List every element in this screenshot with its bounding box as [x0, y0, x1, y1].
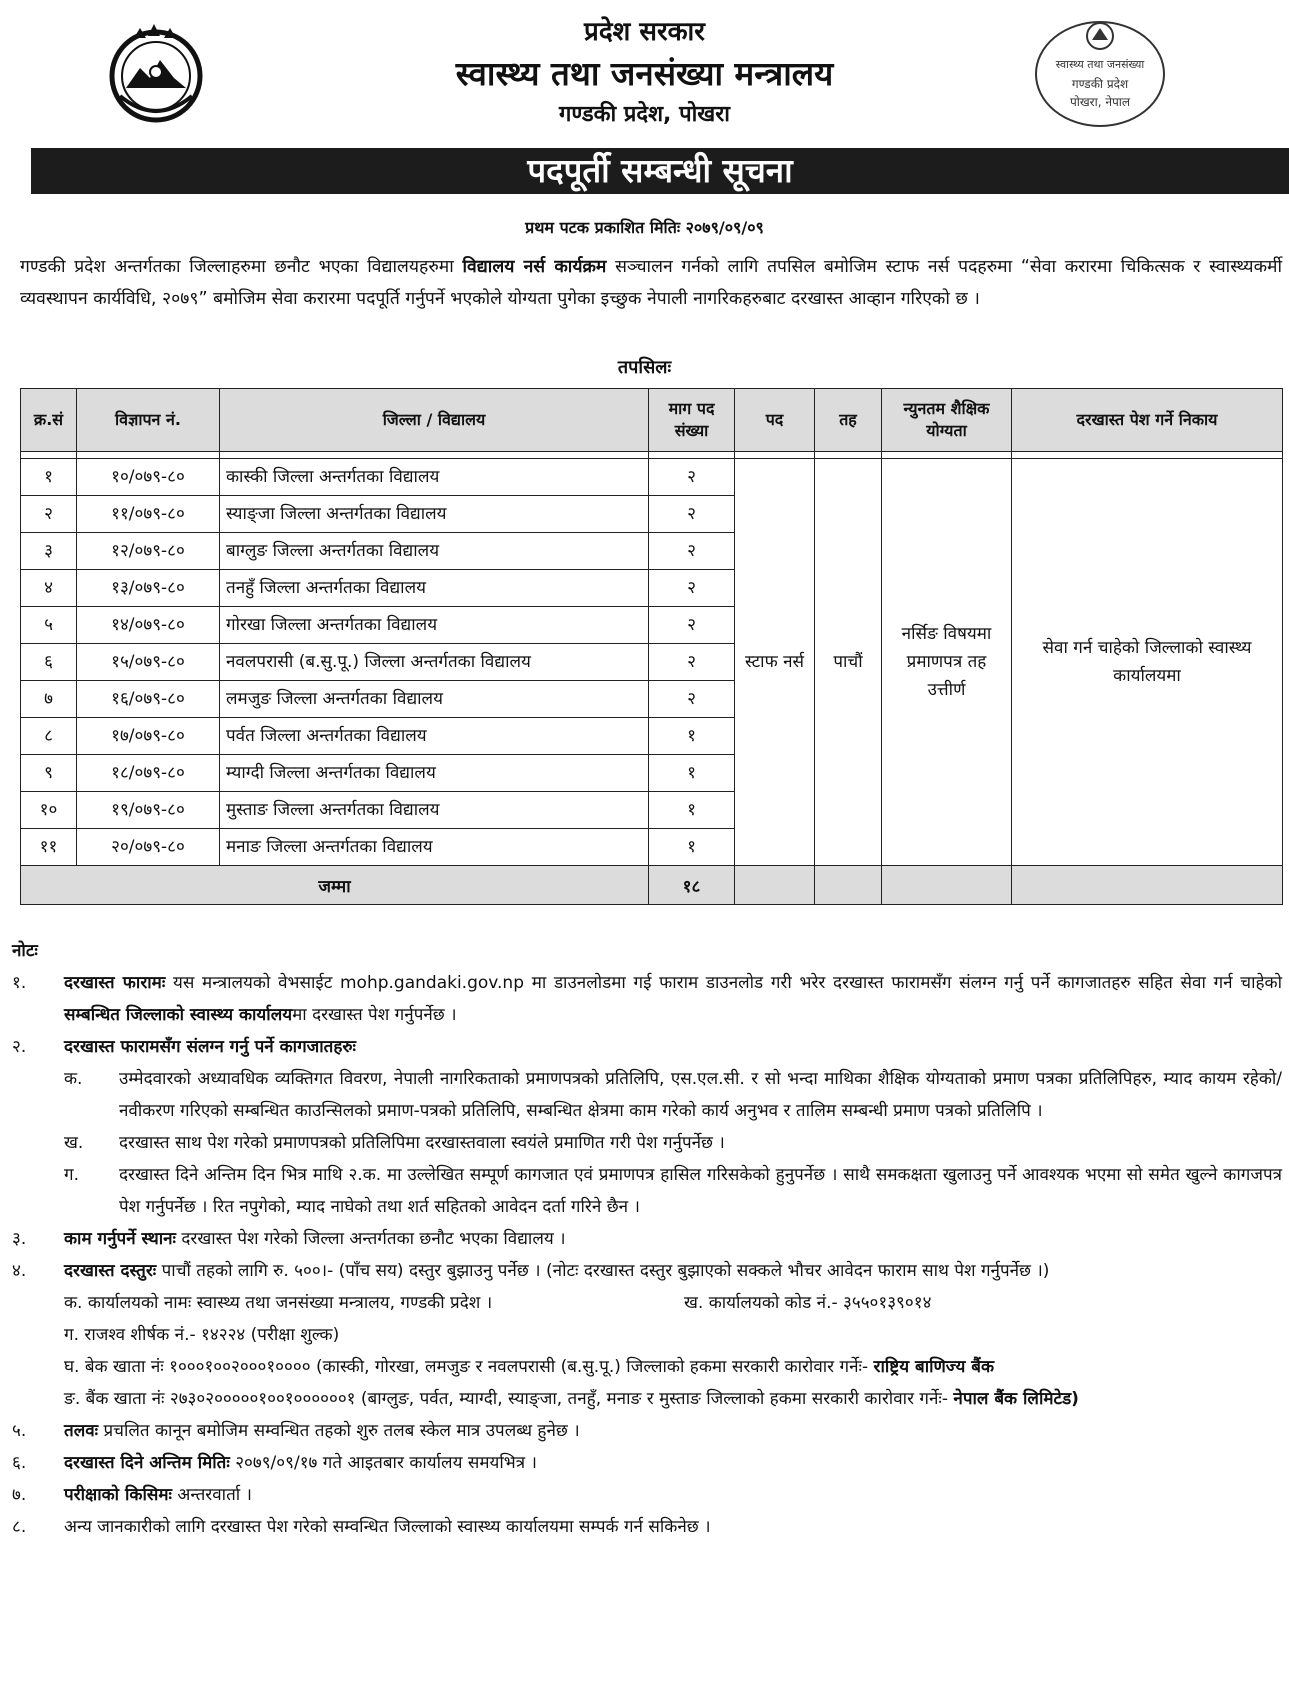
col-header-office: दरखास्त पेश गर्ने निकाय	[1012, 389, 1283, 452]
intro-text-1: गण्डकी प्रदेश अन्तर्गतका जिल्लाहरुमा छनौट भएका विद्यालयहरुमा	[20, 257, 463, 277]
cell-post-count: २	[649, 496, 735, 533]
table-header-row	[21, 389, 1283, 452]
cell-post-count: २	[649, 459, 735, 496]
cell-ad-number: १६/०७९-८०	[77, 681, 220, 718]
cell-ad-number: २०/०७९-८०	[77, 829, 220, 866]
table-row	[21, 459, 1283, 496]
cell-ad-number: १९/०७९-८०	[77, 792, 220, 829]
cell-serial: ५	[21, 607, 77, 644]
note-2-ga	[64, 1159, 1282, 1223]
total-empty-cell	[882, 866, 1012, 905]
cell-district: मनाङ जिल्ला अन्तर्गतका विद्यालय	[220, 829, 649, 866]
note-8	[12, 1511, 1282, 1543]
spacer-cell	[77, 452, 220, 459]
svg-text:गण्डकी प्रदेश: गण्डकी प्रदेश	[1071, 77, 1129, 91]
note-7	[12, 1479, 1282, 1511]
intro-text-2: सञ्चालन गर्नको लागि तपसिल बमोजिम स्टाफ नर्स पदहरुमा “सेवा करारमा चिकित्सक र स्वास्थ्यकर्मी व्यवस्थापन कार्यविधि, २०७९” बमोजिम सेवा करारमा पदपूर्ति गर्नुपर्ने भएकोले योग्यता पुगेका इच्छुक नेपाली नागरिकहरुबाट दरखास्त आव्हान गरिएको छ ।	[20, 257, 1283, 309]
cell-serial: ११	[21, 829, 77, 866]
sub-number: ख.	[64, 1133, 84, 1153]
sub-number: ग.	[64, 1165, 79, 1185]
bank-account-2	[64, 1383, 1282, 1415]
cell-ad-number: १७/०७९-८०	[77, 718, 220, 755]
cell-serial: ४	[21, 570, 77, 607]
cell-district: मुस्ताङ जिल्ला अन्तर्गतका विद्यालय	[220, 792, 649, 829]
spacer-cell	[735, 452, 815, 459]
note-number: ६.	[12, 1453, 27, 1473]
notes-section	[12, 935, 1282, 1543]
cell-serial: १	[21, 459, 77, 496]
note-bold-text: सम्बन्धित जिल्लाको स्वास्थ्य कार्यालय	[64, 1005, 293, 1025]
bank-account-text: घ. बेक खाता नंः १०००१००२०००१०००० (कास्की, गोरखा, लमजुङ र नवलपरासी (ब.सु.पू.) जिल्लाको हकमा सरकारी कारोवार गर्नेः-	[64, 1357, 874, 1377]
cell-district: बाग्लुङ जिल्ला अन्तर्गतका विद्यालय	[220, 533, 649, 570]
publication-date: प्रथम पटक प्रकाशित मितिः २०७९/०९/०९	[525, 218, 764, 237]
note-number: १.	[12, 973, 27, 993]
total-empty-cell	[735, 866, 815, 905]
col-header-ad-no: विज्ञापन नं.	[77, 389, 220, 452]
office-code: ख. कार्यालयको कोड नं.- ३५५०१३९०१४	[684, 1293, 932, 1313]
cell-serial: ७	[21, 681, 77, 718]
col-header-level: तह	[815, 389, 882, 452]
notes-heading: नोटः	[12, 941, 38, 961]
note-text: अन्य जानकारीको लागि दरखास्त पेश गरेको सम्वन्धित जिल्लाको स्वास्थ्य कार्यालयमा सम्पर्क गर्न सकिनेछ ।	[64, 1517, 711, 1537]
note-text: पाचौं तहको लागि रु. ५००।- (पाँच सय) दस्तुर बुझाउनु पर्नेछ । (नोटः दरखास्त दस्तुर बुझाएको सक्कले भौचर आवेदन फाराम साथ पेश गर्नुपर्नेछ ।)	[156, 1261, 1050, 1281]
note-2-ka	[64, 1063, 1282, 1127]
payment-line	[64, 1287, 1282, 1319]
cell-serial: १०	[21, 792, 77, 829]
bank-name: राष्ट्रिय बाणिज्य बैंक	[873, 1357, 995, 1377]
sub-number: क.	[64, 1069, 83, 1089]
note-label: तलवः	[64, 1421, 99, 1441]
note-label: दरखास्त फारामसँग संलग्न गर्नु पर्ने कागजातहरुः	[64, 1037, 356, 1057]
cell-district: म्याग्दी जिल्ला अन्तर्गतका विद्यालय	[220, 755, 649, 792]
note-number: ७.	[12, 1485, 27, 1505]
payment-details	[64, 1287, 1282, 1415]
cell-office: सेवा गर्न चाहेको जिल्लाको स्वास्थ्य कार्यालयमा	[1012, 459, 1283, 866]
government-title: प्रदेश सरकार	[584, 17, 705, 47]
note-text: दरखास्त पेश गरेको जिल्ला अन्तर्गतका छनौट भएका विद्यालय ।	[175, 1229, 566, 1249]
total-row	[21, 866, 1283, 905]
cell-post-count: २	[649, 607, 735, 644]
cell-district: तनहुँ जिल्ला अन्तर्गतका विद्यालय	[220, 570, 649, 607]
cell-serial: ६	[21, 644, 77, 681]
cell-district: नवलपरासी (ब.सु.पू.) जिल्ला अन्तर्गतका विद्यालय	[220, 644, 649, 681]
note-1	[12, 967, 1282, 1031]
cell-post-count: १	[649, 718, 735, 755]
note-number: ५.	[12, 1421, 27, 1441]
bank-account-1	[64, 1351, 1282, 1383]
spacer-cell	[649, 452, 735, 459]
cell-district: स्याङ्जा जिल्ला अन्तर्गतका विद्यालय	[220, 496, 649, 533]
cell-ad-number: १८/०७९-८०	[77, 755, 220, 792]
cell-post: स्टाफ नर्स	[735, 459, 815, 866]
note-4	[12, 1255, 1282, 1287]
note-2	[12, 1031, 1282, 1063]
cell-ad-number: १५/०७९-८०	[77, 644, 220, 681]
cell-district: पर्वत जिल्ला अन्तर्गतका विद्यालय	[220, 718, 649, 755]
sub-text: दरखास्त साथ पेश गरेको प्रमाणपत्रको प्रतिलिपिमा दरखास्तवाला स्वयंले प्रमाणित गरी पेश गर्नुपर्नेछ ।	[119, 1133, 725, 1153]
note-label: दरखास्त फारामः	[64, 973, 166, 993]
ministry-title: स्वास्थ्य तथा जनसंख्या मन्त्रालय	[455, 54, 834, 93]
total-value: १८	[649, 866, 735, 905]
note-number: ३.	[12, 1229, 27, 1249]
sub-text: उम्मेदवारको अध्यावधिक व्यक्तिगत विवरण, नेपाली नागरिकताको प्रमाणपत्रको प्रतिलिपि, एस.एल.सी. र सो भन्दा माथिका शैक्षिक योग्यताको प्रमाण पत्रका प्रतिलिपिहरु, म्याद कायम रहेको/नवीकरण गरिएको सम्बन्धित काउन्सिलको प्रमाण-पत्रको प्रतिलिपि, सम्बन्धित क्षेत्रमा काम गरेको कार्य अनुभव र तालिम सम्बन्धी प्रमाण पत्रको प्रतिलिपि ।	[119, 1069, 1282, 1121]
notice-title-banner: पदपूर्ती सम्बन्धी सूचना	[31, 148, 1289, 194]
bank-account-text: ङ. बैंक खाता नंः २७३०२०००००१००१००००००१ (बाग्लुङ, पर्वत, म्याग्दी, स्याङ्जा, तनहुँ, मनाङ र मुस्ताङ जिल्लाको हकमा सरकारी कारोवार गर्नेः-	[64, 1389, 954, 1409]
note-text: मा दरखास्त पेश गर्नुपर्नेछ ।	[292, 1005, 457, 1025]
cell-district: लमजुङ जिल्ला अन्तर्गतका विद्यालय	[220, 681, 649, 718]
note-label: परीक्षाको किसिमः	[64, 1485, 172, 1505]
cell-serial: २	[21, 496, 77, 533]
cell-level: पाचौं	[815, 459, 882, 866]
cell-ad-number: १२/०७९-८०	[77, 533, 220, 570]
col-header-sn: क्र.सं	[21, 389, 77, 452]
cell-ad-number: १३/०७९-८०	[77, 570, 220, 607]
cell-post-count: १	[649, 755, 735, 792]
cell-district: कास्की जिल्ला अन्तर्गतका विद्यालय	[220, 459, 649, 496]
note-text: यस मन्त्रालयको वेभसाईट mohp.gandaki.gov.np मा डाउनलोडमा गई फाराम डाउनलोड गरी भरेर दरखास्त फारामसँग संलग्न गर्नु पर्ने कागजातहरु सहित सेवा गर्न चाहेको	[165, 973, 1282, 993]
col-header-posts: माग पद संख्या	[649, 389, 735, 452]
spacer-cell	[815, 452, 882, 459]
note-number: ४.	[12, 1261, 27, 1281]
cell-post-count: २	[649, 533, 735, 570]
cell-post-count: २	[649, 681, 735, 718]
cell-ad-number: ११/०७९-८०	[77, 496, 220, 533]
note-6	[12, 1447, 1282, 1479]
cell-ad-number: १०/०७९-८०	[77, 459, 220, 496]
spacer-cell	[220, 452, 649, 459]
svg-text:स्वास्थ्य तथा जनसंख्या: स्वास्थ्य तथा जनसंख्या	[1055, 58, 1145, 71]
note-text: प्रचलित कानून बमोजिम सम्वन्धित तहको शुरु तलब स्केल मात्र उपलब्ध हुनेछ ।	[98, 1421, 580, 1441]
intro-program-name: विद्यालय नर्स कार्यक्रम	[462, 257, 607, 277]
intro-paragraph	[20, 251, 1282, 315]
note-text: २०७९/०९/१७ गते आइतबार कार्यालय समयभित्र ।	[229, 1453, 537, 1473]
vacancy-table	[20, 388, 1283, 905]
cell-post-count: १	[649, 829, 735, 866]
office-name: क. कार्यालयको नामः स्वास्थ्य तथा जनसंख्या मन्त्रालय, गण्डकी प्रदेश ।	[64, 1293, 493, 1313]
cell-ad-number: १४/०७९-८०	[77, 607, 220, 644]
col-header-post: पद	[735, 389, 815, 452]
cell-serial: ३	[21, 533, 77, 570]
note-label: काम गर्नुपर्ने स्थानः	[64, 1229, 176, 1249]
sub-text: दरखास्त दिने अन्तिम दिन भित्र माथि २.क. मा उल्लेखित सम्पूर्ण कागजात एवं प्रमाणपत्र हासिल गरिसकेको हुनुपर्नेछ । साथै समकक्षता खुलाउनु पर्ने आवश्यक भएमा सो समेत खुल्ने कागजपत्र पेश गर्नुपर्नेछ । रित नपुगेको, म्याद नाघेको तथा शर्त सहितको आवेदन दर्ता गरिने छैन ।	[119, 1165, 1282, 1217]
cell-post-count: २	[649, 644, 735, 681]
note-number: २.	[12, 1037, 27, 1057]
cell-district: गोरखा जिल्ला अन्तर्गतका विद्यालय	[220, 607, 649, 644]
cell-serial: ९	[21, 755, 77, 792]
schedule-title: तपसिलः	[617, 357, 672, 378]
note-text: अन्तरवार्ता ।	[171, 1485, 253, 1505]
table-spacer-row	[21, 452, 1283, 459]
col-header-qualification: न्युनतम शैक्षिक योग्यता	[882, 389, 1012, 452]
bank-name: नेपाल बैंक लिमिटेड)	[953, 1389, 1079, 1409]
province-title: गण्डकी प्रदेश, पोखरा	[559, 102, 730, 127]
cell-post-count: १	[649, 792, 735, 829]
ministry-seal-stamp	[1030, 14, 1170, 132]
total-label: जम्मा	[21, 866, 649, 905]
spacer-cell	[1012, 452, 1283, 459]
spacer-cell	[882, 452, 1012, 459]
spacer-cell	[21, 452, 77, 459]
note-5	[12, 1415, 1282, 1447]
total-empty-cell	[815, 866, 882, 905]
cell-serial: ८	[21, 718, 77, 755]
revenue-head: ग. राजश्व शीर्षक नं.- १४२२४ (परीक्षा शुल्क)	[64, 1325, 340, 1345]
svg-text:पोखरा, नेपाल: पोखरा, नेपाल	[1069, 95, 1131, 109]
note-label: दरखास्त दस्तुरः	[64, 1261, 157, 1281]
note-2-kha	[64, 1127, 1282, 1159]
note-label: दरखास्त दिने अन्तिम मितिः	[64, 1453, 230, 1473]
cell-post-count: २	[649, 570, 735, 607]
col-header-district: जिल्ला / विद्यालय	[220, 389, 649, 452]
note-3	[12, 1223, 1282, 1255]
cell-qualification: नर्सिङ विषयमा प्रमाणपत्र तह उत्तीर्ण	[882, 459, 1012, 866]
note-number: ८.	[12, 1517, 27, 1537]
total-empty-cell	[1012, 866, 1283, 905]
